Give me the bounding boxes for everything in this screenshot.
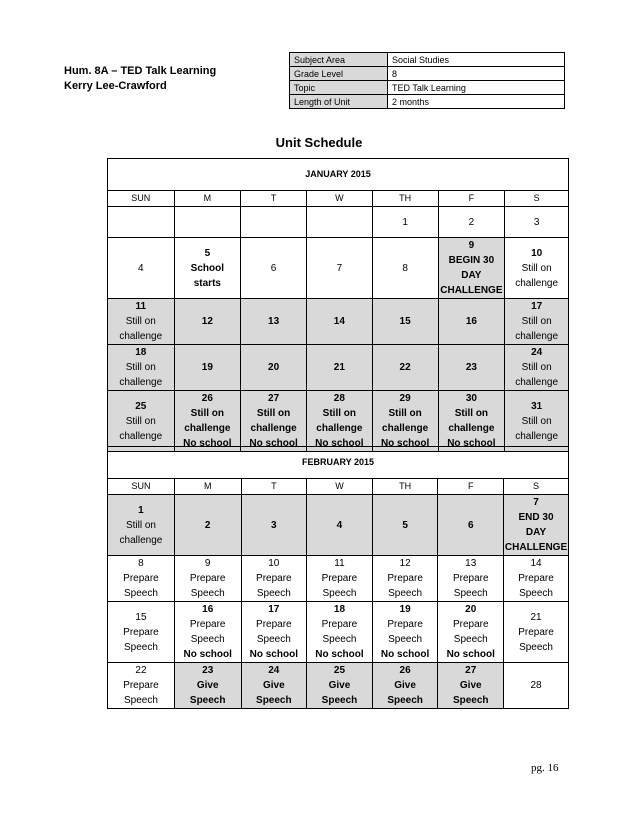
day-note: Still on — [256, 408, 291, 419]
day-number: 24 — [268, 665, 280, 676]
calendar-day-cell — [306, 299, 372, 345]
calendar-title-row — [108, 447, 569, 479]
info-row — [290, 67, 565, 81]
calendar-day-cell — [241, 345, 307, 391]
calendar-week-row — [108, 207, 569, 238]
day-note: No school — [380, 438, 430, 449]
day-number: 25 — [333, 665, 346, 676]
calendar-week-row — [108, 602, 569, 663]
day-number: 12 — [399, 558, 411, 569]
page-number: pg. 16 — [531, 762, 559, 774]
calendar-day-cell — [372, 345, 438, 391]
weekday-header: W — [306, 191, 372, 207]
day-number: 14 — [333, 316, 345, 327]
day-number: 21 — [530, 611, 542, 623]
day-note: Speech — [452, 695, 489, 706]
calendar-day-cell — [241, 238, 307, 299]
calendar-day-cell — [438, 495, 504, 556]
weekday-header: S — [504, 479, 569, 495]
day-number: 12 — [201, 316, 213, 327]
weekday-header: TH — [372, 479, 438, 495]
day-note: Still on — [521, 316, 552, 327]
day-number: 4 — [137, 262, 144, 274]
calendar-day-cell — [505, 207, 569, 238]
calendar-day-cell — [108, 238, 175, 299]
day-number: 27 — [465, 665, 477, 676]
calendar-day-cell — [174, 299, 241, 345]
day-note: Prepare — [452, 619, 489, 630]
day-note: challenge — [316, 423, 363, 434]
info-value: Social Studies — [388, 53, 565, 67]
day-note: Speech — [256, 588, 291, 599]
info-key: Grade Level — [290, 67, 388, 81]
day-note: Speech — [123, 641, 158, 653]
day-number: 10 — [531, 247, 543, 259]
day-note: Speech — [123, 588, 158, 599]
day-number: 3 — [271, 519, 277, 531]
calendar-week-row — [108, 299, 569, 345]
calendar-day-cell — [174, 663, 241, 709]
day-number: 1 — [138, 504, 144, 516]
calendar-day-cell — [241, 495, 307, 556]
day-note: Still on — [322, 408, 357, 419]
weekday-header: T — [241, 191, 307, 207]
unit-schedule-title: Unit Schedule — [275, 135, 363, 150]
day-number: 10 — [268, 558, 280, 569]
calendar-day-cell — [108, 495, 175, 556]
day-note: challenge — [382, 423, 429, 434]
day-number: 8 — [138, 558, 144, 569]
day-note: challenge — [119, 430, 163, 442]
day-note: Prepare — [387, 619, 423, 630]
day-note: Still on — [454, 408, 489, 419]
day-note: challenge — [250, 423, 297, 434]
day-note: Speech — [123, 695, 158, 706]
day-note: Give — [328, 680, 351, 691]
calendar-day-cell — [174, 207, 241, 238]
calendar-day-cell — [372, 238, 438, 299]
teacher-name: Kerry Lee-Crawford — [64, 80, 167, 92]
day-number: 19 — [201, 362, 213, 373]
day-number: 16 — [465, 316, 477, 327]
day-note: challenge — [184, 423, 231, 434]
calendar-day-cell — [438, 238, 505, 299]
day-note: Still on — [388, 408, 422, 419]
calendar-day-cell — [504, 663, 569, 709]
calendar-day-cell — [174, 495, 241, 556]
february-calendar — [107, 446, 569, 709]
weekday-header: T — [241, 479, 307, 495]
calendar-day-cell — [307, 495, 373, 556]
info-row — [290, 53, 565, 67]
info-key: Topic — [290, 81, 388, 95]
day-note: Still on — [125, 316, 156, 327]
calendar-week-row — [108, 663, 569, 709]
day-number: 8 — [402, 262, 408, 274]
day-number: 26 — [399, 665, 411, 676]
weekday-header: M — [174, 191, 241, 207]
weekday-header: TH — [372, 191, 438, 207]
calendar-day-cell — [372, 495, 438, 556]
calendar-day-cell — [372, 299, 438, 345]
day-note: Give — [394, 680, 416, 691]
day-note: No school — [183, 649, 232, 660]
day-number: 17 — [268, 604, 280, 615]
day-number: 14 — [530, 558, 542, 569]
calendar-week-row — [108, 556, 569, 602]
day-note: Speech — [519, 641, 553, 653]
day-number: 15 — [399, 316, 411, 327]
calendar-day-cell — [438, 602, 504, 663]
day-note: Prepare — [518, 626, 554, 638]
day-note: No school — [249, 649, 298, 660]
day-number: 11 — [135, 301, 147, 312]
weekday-header: F — [438, 191, 505, 207]
day-number: 5 — [402, 519, 408, 531]
calendar-week-row — [108, 345, 569, 391]
day-note: No school — [447, 438, 496, 449]
day-note: challenge — [119, 534, 163, 546]
day-note: Prepare — [256, 619, 292, 630]
day-note: Prepare — [123, 573, 159, 584]
day-note: No school — [446, 649, 495, 660]
day-note: Prepare — [189, 619, 226, 630]
day-note: School — [190, 262, 225, 274]
day-number: 9 — [204, 558, 211, 569]
day-note: Still on — [521, 415, 552, 427]
day-note: Prepare — [123, 680, 159, 691]
calendar-day-cell — [174, 345, 241, 391]
day-number: 11 — [334, 558, 345, 569]
calendar-day-cell — [438, 299, 505, 345]
calendar-day-cell — [372, 556, 438, 602]
calendar-day-cell — [306, 238, 372, 299]
calendar-day-cell — [438, 207, 505, 238]
weekday-header-row — [108, 479, 569, 495]
info-value: TED Talk Learning — [388, 81, 565, 95]
day-note: CHALLENGE — [504, 542, 568, 553]
day-number: 24 — [531, 347, 543, 358]
calendar-week-row — [108, 391, 569, 452]
month-title: FEBRUARY 2015 — [108, 447, 569, 479]
day-note: Speech — [453, 634, 488, 645]
day-note: challenge — [515, 331, 559, 342]
day-number: 30 — [465, 393, 477, 404]
info-key: Length of Unit — [290, 95, 388, 109]
calendar-day-cell — [372, 602, 438, 663]
calendar-day-cell — [372, 207, 438, 238]
day-number: 9 — [468, 240, 475, 251]
day-note: Prepare — [123, 626, 159, 638]
day-number: 15 — [135, 611, 147, 623]
day-number: 26 — [201, 393, 213, 404]
calendar-day-cell — [504, 556, 569, 602]
day-number: 20 — [465, 604, 477, 615]
day-note: No school — [249, 438, 298, 449]
calendar-day-cell — [307, 556, 373, 602]
day-number: 23 — [202, 665, 214, 676]
day-note: Speech — [388, 634, 423, 645]
month-title: JANUARY 2015 — [108, 159, 569, 191]
day-note: Speech — [190, 588, 225, 599]
day-number: 17 — [531, 301, 543, 312]
calendar-week-row — [108, 238, 569, 299]
day-number: 22 — [135, 665, 147, 676]
calendar-day-cell — [438, 663, 504, 709]
day-number: 28 — [530, 680, 542, 691]
calendar-day-cell — [372, 663, 438, 709]
info-row — [290, 95, 565, 109]
calendar-day-cell — [108, 345, 175, 391]
calendar-week-row — [108, 495, 569, 556]
day-note: Still on — [125, 362, 156, 373]
day-note: Speech — [256, 695, 292, 706]
day-note: Give — [459, 680, 482, 691]
calendar-day-cell — [505, 299, 569, 345]
day-number: 7 — [533, 497, 539, 508]
day-number: 18 — [333, 604, 346, 615]
day-note: Still on — [125, 415, 156, 427]
calendar-day-cell — [241, 207, 307, 238]
day-number: 29 — [399, 393, 411, 404]
calendar-day-cell — [241, 391, 307, 452]
calendar-day-cell — [108, 391, 175, 452]
day-note: BEGIN 30 — [448, 255, 495, 266]
day-number: 7 — [336, 262, 343, 274]
day-number: 2 — [468, 216, 475, 228]
day-number: 19 — [399, 604, 411, 615]
day-number: 13 — [268, 316, 280, 327]
day-number: 13 — [465, 558, 477, 569]
day-note: Speech — [519, 588, 553, 599]
day-note: Give — [196, 680, 219, 691]
day-note: Still on — [521, 362, 552, 373]
course-title: Hum. 8A – TED Talk Learning — [64, 65, 217, 77]
weekday-header: F — [438, 479, 504, 495]
day-note: Speech — [256, 634, 291, 645]
day-note: Prepare — [256, 573, 292, 584]
calendar-day-cell — [108, 663, 175, 709]
calendar-day-cell — [241, 663, 307, 709]
document-header — [64, 64, 216, 94]
calendar-day-cell — [174, 391, 241, 452]
day-number: 23 — [465, 362, 477, 373]
day-number: 4 — [336, 519, 343, 531]
day-number: 18 — [135, 347, 147, 358]
info-value: 2 months — [388, 95, 565, 109]
day-number: 2 — [204, 519, 211, 531]
calendar-day-cell — [241, 602, 307, 663]
calendar-day-cell — [372, 391, 438, 452]
calendar-day-cell — [241, 556, 307, 602]
day-note: Speech — [322, 634, 357, 645]
info-row — [290, 81, 565, 95]
day-number: 6 — [270, 262, 277, 274]
day-note: No school — [183, 438, 232, 449]
calendar-day-cell — [438, 556, 504, 602]
calendar-day-cell — [174, 238, 241, 299]
day-note: No school — [380, 649, 430, 660]
day-note: DAY — [461, 270, 482, 281]
calendar-title-row — [108, 159, 569, 191]
weekday-header-row — [108, 191, 569, 207]
day-number: 16 — [202, 604, 214, 615]
info-key: Subject Area — [290, 53, 388, 67]
calendar-day-cell — [108, 299, 175, 345]
calendar-day-cell — [306, 207, 372, 238]
day-number: 5 — [204, 247, 211, 259]
calendar-day-cell — [306, 345, 372, 391]
day-note: Still on — [521, 262, 552, 274]
calendar-day-cell — [174, 602, 241, 663]
calendar-day-cell — [108, 556, 175, 602]
day-note: Speech — [189, 695, 226, 706]
day-number: 21 — [333, 362, 345, 373]
day-note: Speech — [388, 588, 423, 599]
day-note: Prepare — [518, 573, 554, 584]
day-note: No school — [315, 438, 364, 449]
day-note: Prepare — [321, 619, 358, 630]
day-note: Prepare — [387, 573, 423, 584]
day-note: Still on — [125, 519, 156, 531]
day-note: No school — [315, 649, 364, 660]
day-note: DAY — [525, 527, 547, 538]
january-calendar — [107, 158, 569, 452]
day-note: challenge — [119, 377, 163, 388]
day-note: challenge — [515, 377, 559, 388]
day-number: 31 — [531, 400, 543, 412]
calendar-day-cell — [504, 602, 569, 663]
day-note: Prepare — [189, 573, 226, 584]
day-note: challenge — [119, 331, 163, 342]
day-note: Speech — [322, 588, 357, 599]
weekday-header: M — [174, 479, 241, 495]
day-note: Prepare — [321, 573, 358, 584]
calendar-day-cell — [505, 238, 569, 299]
calendar-day-cell — [505, 345, 569, 391]
day-number: 25 — [135, 400, 147, 412]
info-value: 8 — [388, 67, 565, 81]
day-note: Speech — [190, 634, 225, 645]
calendar-day-cell — [504, 495, 569, 556]
day-note: Give — [262, 680, 285, 691]
calendar-day-cell — [241, 299, 307, 345]
day-note: Speech — [387, 695, 423, 706]
calendar-day-cell — [306, 391, 372, 452]
day-note: Speech — [453, 588, 488, 599]
weekday-header: SUN — [108, 191, 175, 207]
day-number: 3 — [533, 216, 540, 228]
day-note: Still on — [190, 408, 225, 419]
day-note: starts — [193, 277, 221, 289]
day-note: challenge — [448, 423, 495, 434]
calendar-day-cell — [108, 207, 175, 238]
day-note: challenge — [515, 430, 559, 442]
day-note: challenge — [515, 277, 559, 289]
day-note: CHALLENGE — [440, 285, 503, 296]
day-note: Speech — [321, 695, 358, 706]
day-number: 1 — [402, 216, 408, 228]
day-number: 27 — [268, 393, 280, 404]
day-number: 20 — [268, 362, 280, 373]
weekday-header: W — [307, 479, 373, 495]
day-note: END 30 — [518, 512, 554, 523]
day-note: Prepare — [452, 573, 489, 584]
calendar-day-cell — [438, 391, 505, 452]
calendar-day-cell — [505, 391, 569, 452]
day-number: 28 — [333, 393, 345, 404]
weekday-header: SUN — [108, 479, 175, 495]
calendar-day-cell — [307, 663, 373, 709]
calendar-day-cell — [307, 602, 373, 663]
day-number: 22 — [399, 362, 411, 373]
calendar-day-cell — [108, 602, 175, 663]
unit-info-table — [289, 52, 565, 109]
weekday-header: S — [505, 191, 569, 207]
calendar-day-cell — [438, 345, 505, 391]
day-number: 6 — [467, 519, 474, 531]
calendar-day-cell — [174, 556, 241, 602]
